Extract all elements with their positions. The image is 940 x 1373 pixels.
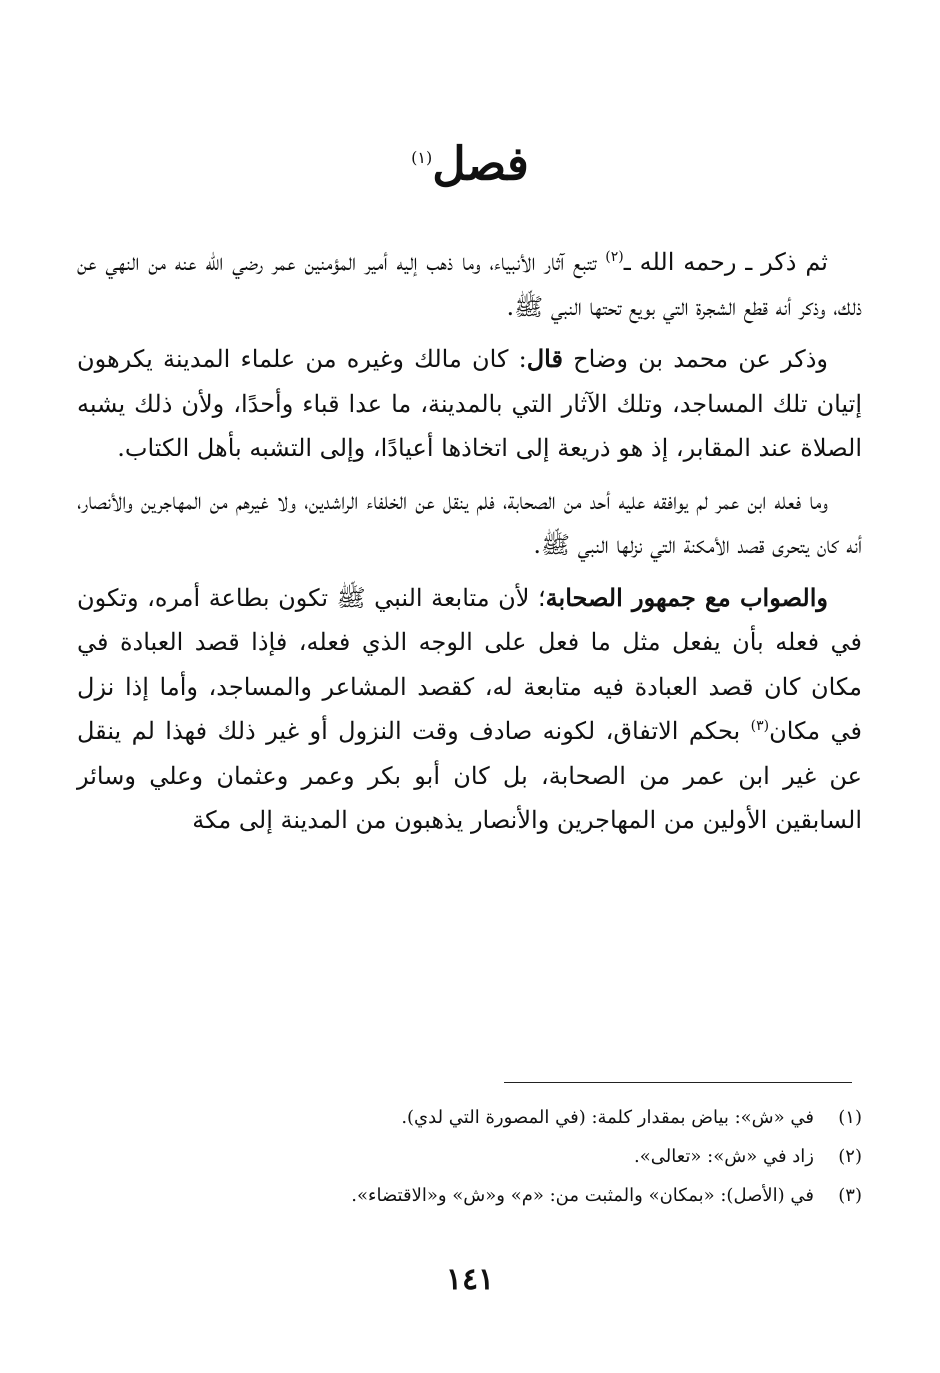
paragraph-4-bold: والصواب مع جمهور الصحابة <box>545 582 828 612</box>
footnote-ref-2: (٢) <box>605 249 624 265</box>
footnote-2 <box>102 1137 862 1176</box>
paragraph-2-bold: قال <box>526 344 563 373</box>
main-text <box>77 240 862 851</box>
footnote-number: (٣) <box>838 1185 862 1206</box>
paragraph-3 <box>77 479 862 568</box>
paragraph-1 <box>77 240 862 329</box>
footnote-number: (٢) <box>838 1146 862 1167</box>
footnote-separator <box>504 1082 852 1083</box>
footnotes <box>102 1098 862 1215</box>
paragraph-2 <box>77 337 862 471</box>
footnote-number: (١) <box>838 1107 862 1128</box>
section-heading-footnote-ref: (١) <box>411 148 433 167</box>
paragraph-1-text-a: ثم ذكر ـ رحمه الله ـ <box>623 248 828 276</box>
footnote-text: زاد في «ش»: «تعالى». <box>634 1146 814 1167</box>
page-number: ١٤١ <box>445 1262 495 1297</box>
paragraph-3-text: وما فعله ابن عمر لم يوافقه عليه أحد من الصحابة، فلم ينقل عن الخلفاء الراشدين، ولا غيرهم من المهاجرين والأنصار، أنه كان يتحرى قصد الأمكنة التي نزلها النبي ﷺ. <box>77 486 862 559</box>
paragraph-4-text-b: بحكم الاتفاق، لكونه صادف وقت النزول أو غير ذلك فهذا لم ينقل عن غير ابن عمر من الصحابة، بل كان أبو بكر وعمر وعثمان وعلي وسائر السابقين الأولين من المهاجرين والأنصار يذهبون من المدينة إلى مكة <box>77 717 862 834</box>
paragraph-4-text-a: ؛ لأن متابعة النبي ﷺ تكون بطاعة أمره، وتكون في فعله بأن يفعل مثل ما فعل على الوجه الذي فعله، فإذا قصد العبادة في مكان كان قصد العبادة فيه متابعة له، كقصد المشاعر والمساجد، وأما إذا نزل في مكان <box>77 583 863 745</box>
paragraph-1-text-b: تتبع آثار الأنبياء، وما ذهب إليه أمير المؤمنين عمر رضي الله عنه من النهي عن ذلك، وذكر أنه قطع الشجرة التي بويع تحتها النبي ﷺ. <box>77 248 862 321</box>
section-heading-text: فصل <box>432 136 529 191</box>
footnote-3 <box>102 1176 862 1215</box>
footnote-text: في (الأصل): «بمكان» والمثبت من: «م» و«ش» و«الاقتضاء». <box>351 1185 814 1206</box>
paragraph-2-text-a: وذكر عن محمد بن وضاح <box>562 345 828 373</box>
paragraph-2-text-b: : كان مالك وغيره من علماء المدينة يكرهون إتيان تلك المساجد، وتلك الآثار التي بالمدينة، ما عدا قباء وأحدًا، ولأن ذلك يشبه الصلاة عند المقابر، إذ هو ذريعة إلى اتخاذها أعيادًا، وإلى التشبه بأهل الكتاب. <box>77 345 862 462</box>
paragraph-4 <box>77 576 862 843</box>
footnote-1 <box>102 1098 862 1137</box>
footnote-text: في «ش»: بياض بمقدار كلمة: (في المصورة التي لدي). <box>401 1107 814 1128</box>
footnote-ref-3: (٣) <box>750 718 770 734</box>
section-heading <box>0 128 940 193</box>
